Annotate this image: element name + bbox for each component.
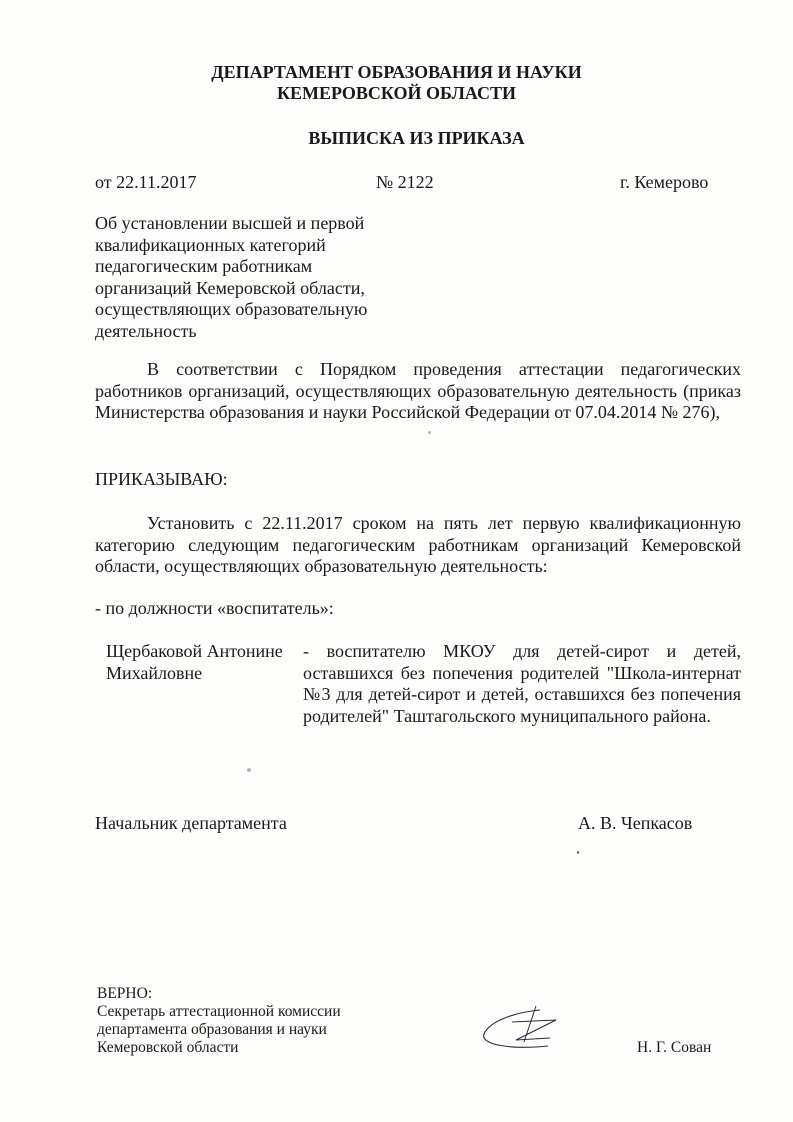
scan-speck [428, 431, 431, 434]
order-word: ПРИКАЗЫВАЮ: [95, 469, 228, 489]
subject-line: деятельность [95, 320, 197, 341]
employee-name [106, 641, 283, 684]
subject-line: осуществляющих образовательную [95, 299, 368, 319]
signatory-role: Начальник департамента [95, 813, 287, 833]
certification-name: Н. Г. Сован [637, 1039, 712, 1056]
order-subject [95, 213, 395, 342]
handwritten-signature [478, 1002, 578, 1057]
scan-speck [247, 768, 251, 772]
subject-line: Об установлении высшей и первой [95, 213, 365, 233]
scan-speck [577, 851, 579, 854]
decision-paragraph: Установить с 22.11.2017 сроком на пять лет первую квалификационную категорию следующим педагогическим работникам организаций Кемеровской области, осуществляющих образовательную деятельность: [95, 513, 741, 576]
subject-line: квалификационных категорий [95, 234, 326, 255]
subject-line: педагогическим работникам [95, 256, 313, 276]
certification-line1: Секретарь аттестационной комиссии [97, 1003, 341, 1020]
employee-name-line2: Михайловне [106, 662, 203, 683]
order-number: № 2122 [376, 172, 434, 192]
department-name-line1: ДЕПАРТАМЕНТ ОБРАЗОВАНИЯ И НАУКИ [211, 62, 582, 82]
order-city: г. Кемерово [620, 172, 709, 192]
certification-verno: ВЕРНО: [97, 985, 153, 1002]
employee-description: - воспитателю МКОУ для детей-сирот и детей, оставшихся без попечения родителей "Школа-интернат №3 для детей-сирот и детей, оставшихся без попечения родителей" Таштагольского муниципального района. [303, 641, 741, 726]
order-date: от 22.11.2017 [95, 172, 197, 192]
employee-name-line1: Щербаковой Антонине [106, 641, 283, 661]
document-title: ВЫПИСКА ИЗ ПРИКАЗА [308, 128, 525, 148]
certification-block [97, 985, 341, 1057]
subject-line: организаций Кемеровской области, [95, 277, 365, 298]
department-name-line2: КЕМЕРОВСКОЙ ОБЛАСТИ [276, 83, 517, 103]
certification-line2: департамента образования и науки [97, 1021, 327, 1038]
certification-line3: Кемеровской области [97, 1039, 239, 1056]
signatory-name: А. В. Чепкасов [578, 813, 693, 833]
preamble-paragraph: В соответствии с Порядком проведения аттестации педагогических работников организаций, осуществляющих образовательную деятельность (приказ Министерства образования и науки Российской Федерации от 07.04.2014 № 276), [95, 359, 741, 422]
position-line: - по должности «воспитатель»: [95, 598, 334, 618]
